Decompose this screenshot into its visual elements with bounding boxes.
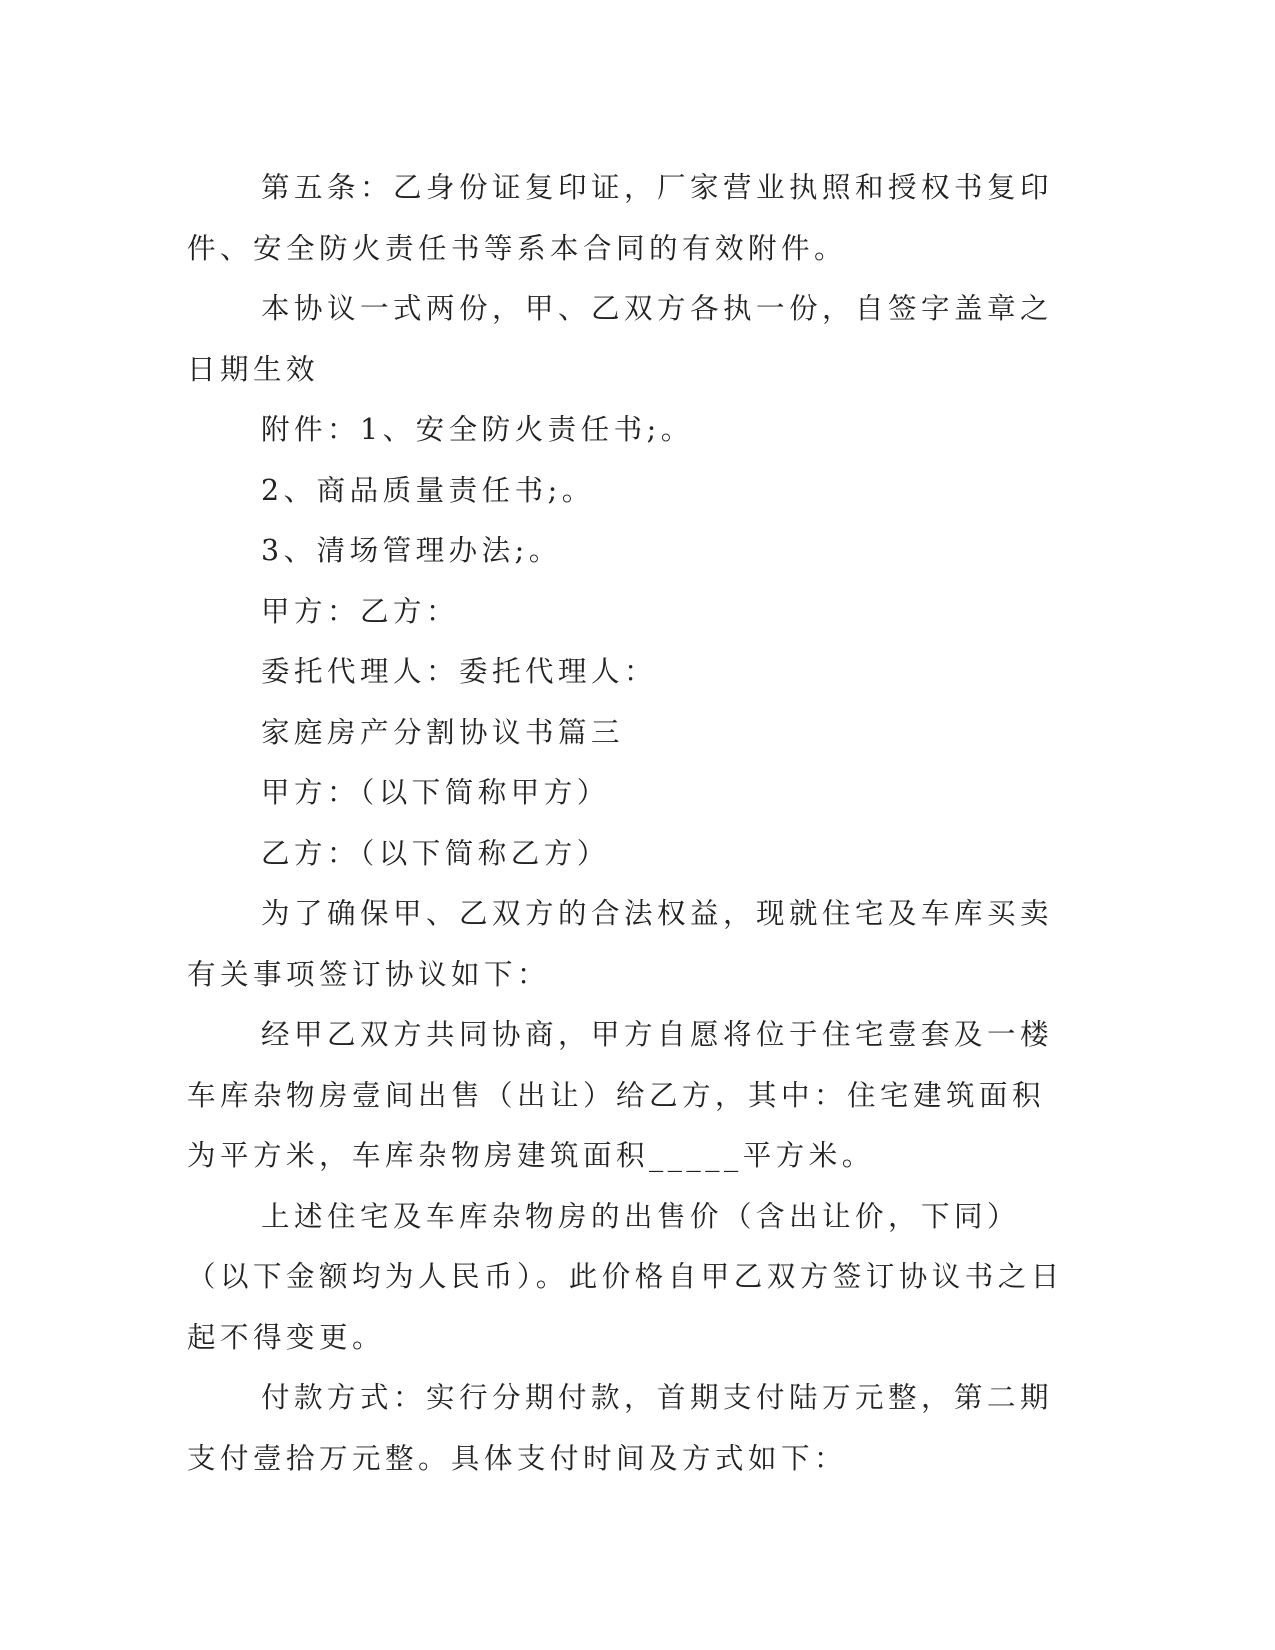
paragraph-attachment-2: 2、商品质量责任书;。: [261, 473, 595, 507]
paragraph-agent-signatures: 委托代理人：委托代理人：: [261, 655, 658, 688]
paragraph-copies-effective: 本协议一式两份，甲、乙双方各执一份，自签字盖章之日期生效: [187, 292, 1054, 386]
paragraph-party-b: 乙方：（以下简称乙方）: [261, 836, 610, 870]
paragraph-attachment-3: 3、清场管理办法;。: [261, 534, 562, 567]
paragraph-party-signatures: 甲方：乙方：: [261, 594, 460, 628]
paragraph-payment: 付款方式：实行分期付款，首期支付陆万元整，第二期支付壹拾万元整。具体支付时间及方式如下：: [187, 1381, 1054, 1475]
paragraph-attachment-1: 附件：1、安全防火责任书;。: [261, 413, 694, 446]
section-title: 家庭房产分割协议书篇三: [261, 715, 625, 749]
paragraph-party-a: 甲方：（以下简称甲方）: [261, 776, 610, 809]
paragraph-price: 上述住宅及车库杂物房的出售价（含出让价，下同）（以下金额均为人民币）。此价格自甲乙双方签订协议书之日起不得变更。: [187, 1199, 1064, 1354]
paragraph-article-five: 第五条：乙身份证复印证，厂家营业执照和授权书复印件、安全防火责任书等系本合同的有效附件。: [187, 171, 1054, 265]
paragraph-purpose: 为了确保甲、乙双方的合法权益，现就住宅及车库买卖有关事项签订协议如下：: [187, 897, 1054, 991]
paragraph-property-sale: 经甲乙双方共同协商，甲方自愿将位于住宅壹套及一楼车库杂物房壹间出售（出让）给乙方，其中：住宅建筑面积为平方米，车库杂物房建筑面积_____平方米。: [187, 1018, 1054, 1172]
document-body: [187, 158, 1067, 1489]
